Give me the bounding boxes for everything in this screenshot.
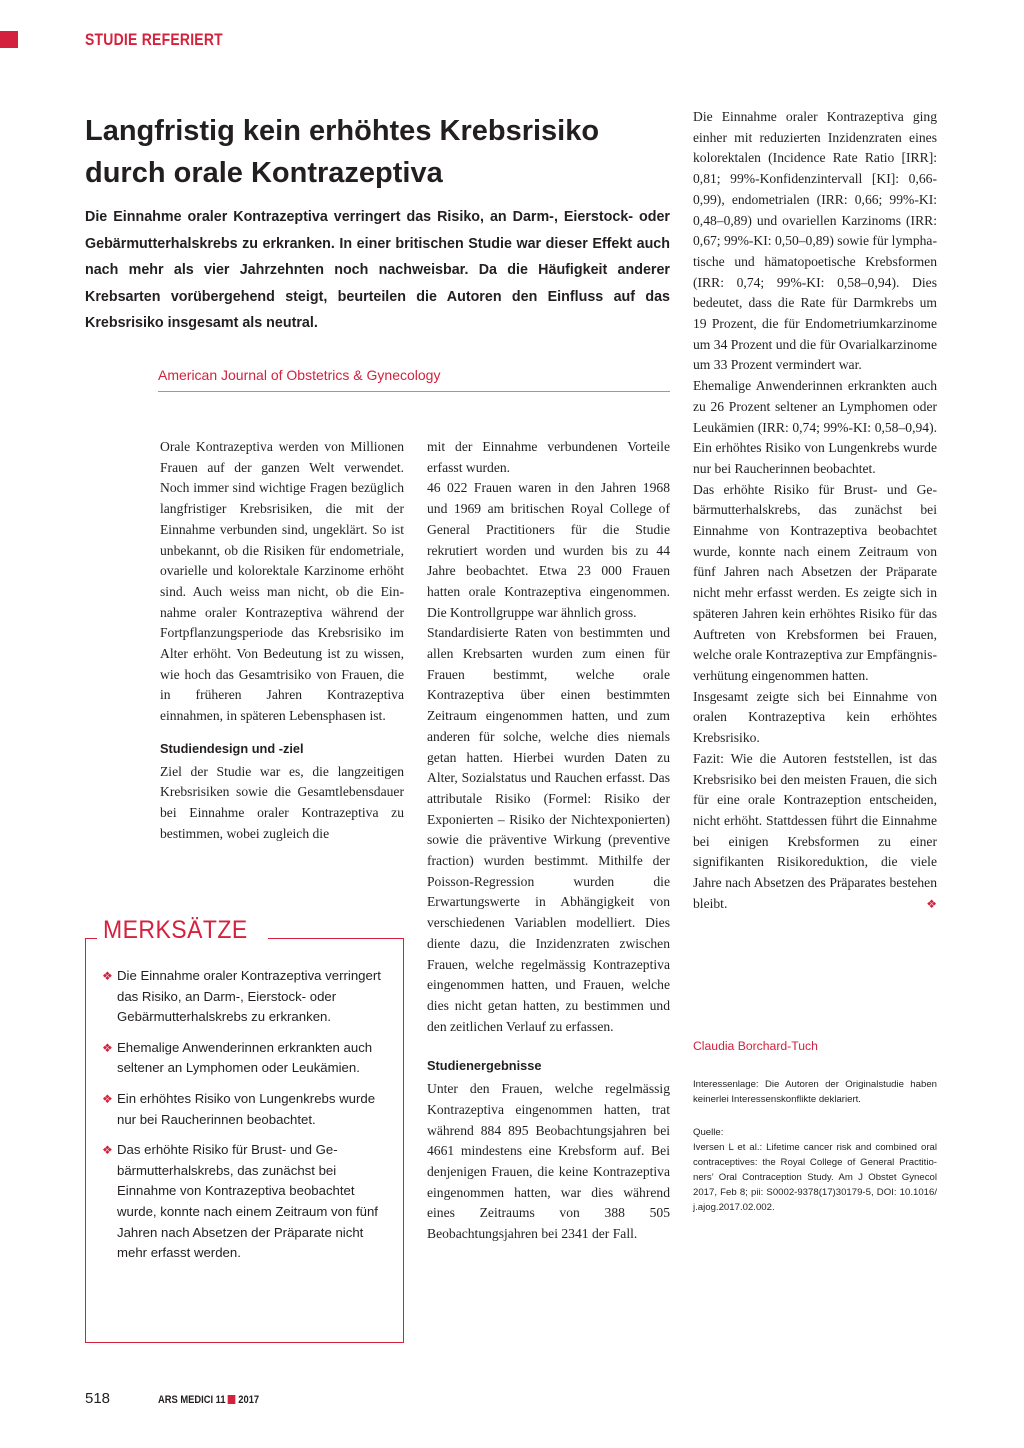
merksaetze-list: [102, 966, 392, 1274]
author-name: Claudia Borchard-Tuch: [693, 1039, 818, 1053]
page-number: 518: [85, 1390, 111, 1407]
footer-magazine: [158, 1394, 259, 1406]
merksaetze-title: MERKSÄTZE: [103, 916, 248, 944]
title-line-1: Langfristig kein erhöhtes Krebsrisiko: [85, 115, 600, 147]
paragraph: [693, 749, 937, 915]
source-label: Quelle:: [693, 1127, 724, 1138]
list-item-text: Ein erhöhtes Risiko von Lungenkrebs wurde nur bei Raucherinnen beobachtet.: [117, 1090, 376, 1127]
article-lead: Die Einnahme oraler Kontrazeptiva verringert das Risiko, an Darm-, Eierstock- oder Gebärmutterhalskrebs zu erkranken. In einer britischen Studie war dieser Effekt auch nach mehr als vier Jahrzehnten noch nachweisbar. Da die Häufigkeit anderer Krebsarten vorübergehend steigt, beurteilen die Autoren den Einfluss auf das Krebsrisiko insgesamt als neutral.: [85, 209, 670, 331]
paragraph: Standardisierte Raten von bestimmten und allen Krebsarten wurden zum einen für Frauen bestimmt, welche orale Kontrazeptiva über einen bestimmten Zeitraum eingenommen hatten, und zum anderen für solche, welche dies niemals getan hatten. Hierbei wurden Daten zu Alter, Sozialstatus und Rauchen erfasst. Das attributale Risiko (Formel: Risiko der Exponierten – Risiko der Nichtexponierten) sowie die präventive Wirkung (preventive fraction) wurden bestimmt. Mithilfe der Poisson-Regression wurden die Erwartungswerte in Abhängigkeit von verschiedenen Variablen modelliert. Dies diente dazu, die Inzidenzraten zwischen Frauen, welche regelmässig Kontrazeptiva eingenommen hatten, und Frauen, welche dies nicht getan hatten, zu bestimmen und den zeitlichen Verlauf zu erfassen.: [427, 625, 670, 1034]
article-title: [85, 110, 675, 194]
conflict-of-interest: Interessenlage: Die Autoren der Originalstudie haben keinerlei Interessenskonflikte deklariert.: [693, 1079, 937, 1105]
list-item: [102, 1089, 392, 1130]
magazine-year: 2017: [238, 1394, 260, 1406]
end-mark-icon: ❖: [926, 896, 937, 911]
subheading: Studiendesign und -ziel: [160, 740, 304, 756]
text-column-1: [160, 437, 404, 844]
journal-source: American Journal of Obstetrics & Gynecology: [158, 367, 441, 383]
paragraph: 46 022 Frauen waren in den Jahren 1968 und 1969 am britischen Royal College of General Practitioners für die Studie rekrutiert worden und wurden bis zu 44 Jahre beobachtet. Etwa 23 000 Frauen hatten orale Kontrazeptiva eingenommen. Die Kontrollgruppe war ähnlich gross.: [427, 480, 670, 620]
magazine-issue: ARS MEDICI 11: [158, 1394, 226, 1406]
bullet-icon: ❖: [102, 1143, 113, 1158]
header-marker: [0, 31, 18, 48]
box-top-border: [268, 938, 403, 939]
box-top-border: [85, 938, 97, 939]
paragraph: Unter den Frauen, welche regelmässig Kontrazeptiva eingenommen hatten, trat während 884 895 Beobachtungsjahren bei 4661 mindestens eine Krebsform auf. Bei denjenigen Frauen, die keine Kontrazeptiva eingenommen hatten, war dies während eines Zeitraums von 388 505 Beobachtungsjahren bei 2341 der Fall.: [427, 1081, 670, 1242]
list-item: [102, 1140, 392, 1264]
source-reference: Iversen L et al.: Lifetime cancer risk and combined oral contraceptives: the Royal College of General Practitioners’ Oral Contraception Study. Am J Obstet Gynecol 2017, Feb 8; pii: S0002-9378(17)30179-5, DOI: 10.1016/ j.ajog.2017.02.002.: [693, 1142, 937, 1213]
paragraph: Ziel der Studie war es, die langzeitigen Krebsrisiken sowie die Gesamtlebensdauer bei Einnahme oraler Kontrazeptiva zu bestimmen, wobei zugleich die: [160, 763, 404, 841]
paragraph: Die Einnahme oraler Kontrazeptiva ging einher mit reduzierten Inzidenzraten eines kolorektalen (Incidence Rate Ratio [IRR]: 0,81; 99%-Konfidenzintervall [KI]: 0,66-0,99), endometrialen (IRR: 0,66; 99%-KI: 0,48–0,89) und ovariellen Karzinoms (IRR: 0,67; 99%-KI: 0,50–0,89) sowie für lymphatische und hämatopoetische Krebsformen (IRR: 0,74; 99%-KI: 0,58–0,94). Dies bedeutet, dass die Rate für Darmkrebs um 19 Prozent, die für Endometriumkarzinome um 34 Prozent und die für Ovarialkarzinome um 33 Prozent vermindert war.: [693, 109, 937, 373]
section-label: STUDIE REFERIERT: [85, 30, 223, 49]
paragraph: mit der Einnahme verbundenen Vorteile erfasst wurden.: [427, 439, 670, 475]
list-item: [102, 1038, 392, 1079]
text-column-2: [427, 437, 670, 1245]
title-line-2: durch orale Kontrazeptiva: [85, 157, 443, 189]
list-item: [102, 966, 392, 1028]
paragraph-text: Fazit: Wie die Autoren feststellen, ist das Krebsrisiko bei den meisten Frauen, die sich für eine orale Kontrazeption entscheiden, nicht erhöht. Stattdessen führt die Einnahme bei einigen Krebsformen zu einer signifikanten Risikoreduktion, die viele Jahre nach Absetzen des Präparates bestehen bleibt.: [693, 750, 937, 911]
bullet-icon: ❖: [102, 969, 113, 983]
journal-divider: [158, 391, 670, 392]
paragraph: Orale Kontrazeptiva werden von Millionen Frauen auf der ganzen Welt verwendet. Noch immer sind wichtige Fragen bezüglich langfristiger Krebsrisiken, die mit der Einnahme verbunden sind, ungeklärt. So ist unbekannt, ob die Risiken für endometriale, ovarielle und kolorektale Karzinome erhöht sind. Auch weiss man nicht, ob die Einnahme oraler Kontrazeptiva während der Fortpflanzungsperiode das Krebsrisiko im Alter erhöht. Von Bedeutung ist zu wissen, wie hoch das Gesamtrisiko von Frauen, die in früheren Jahren Kontrazeptiva einnahmen, in späteren Lebensphasen ist.: [160, 439, 404, 724]
bullet-icon: ❖: [102, 1091, 113, 1106]
bullet-icon: ❖: [102, 1040, 113, 1055]
paragraph: Insgesamt zeigte sich bei Einnahme von oralen Kontrazeptiva kein erhöhtes Krebsrisiko.: [693, 688, 937, 746]
subheading: Studienergebnisse: [427, 1058, 542, 1074]
paragraph: Ehemalige Anwenderinnen erkrankten auch zu 26 Prozent seltener an Lymphomen oder Leukämien (IRR: 0,74; 99%-KI: 0,58–0,94). Ein erhöhtes Risiko von Lungenkrebs wurde nur bei Raucherinnen beobachtet.: [693, 378, 937, 476]
list-item-text: Die Einnahme oraler Kontrazeptiva verringert das Risiko, an Darm-, Eierstock- oder Gebärmutterhalskrebs zu erkranken.: [117, 968, 381, 1025]
footer-square-icon: [228, 1395, 236, 1404]
text-column-3: [693, 107, 937, 914]
list-item-text: Das erhöhte Risiko für Brust- und Gebärmutterhalskrebs, das zunächst bei Einnahme von Kontrazeptiva beobachtet wurde, konnte nach einem Zeitraum von fünf Jahren nach Absetzen der Präparate nicht mehr erfasst werden.: [117, 1142, 378, 1261]
list-item-text: Ehemalige Anwenderinnen erkrankten auch seltener an Lymphomen oder Leukämien.: [117, 1039, 373, 1076]
paragraph: Das erhöhte Risiko für Brust- und Gebärmutterhalskrebs, das zunächst bei Einnahme von Kontrazeptiva beobachtet wurde, konnte nach einem Zeitraum von fünf Jahren nach Absetzen der Präparate nicht mehr erfasst werden. Es zeigte sich in späteren Jahren kein erhöhtes Risiko für das Auftreten von Krebsformen bei Frauen, welche orale Kontrazeptiva zur Empfängnisverhütung eingenommen hatten.: [693, 481, 937, 683]
